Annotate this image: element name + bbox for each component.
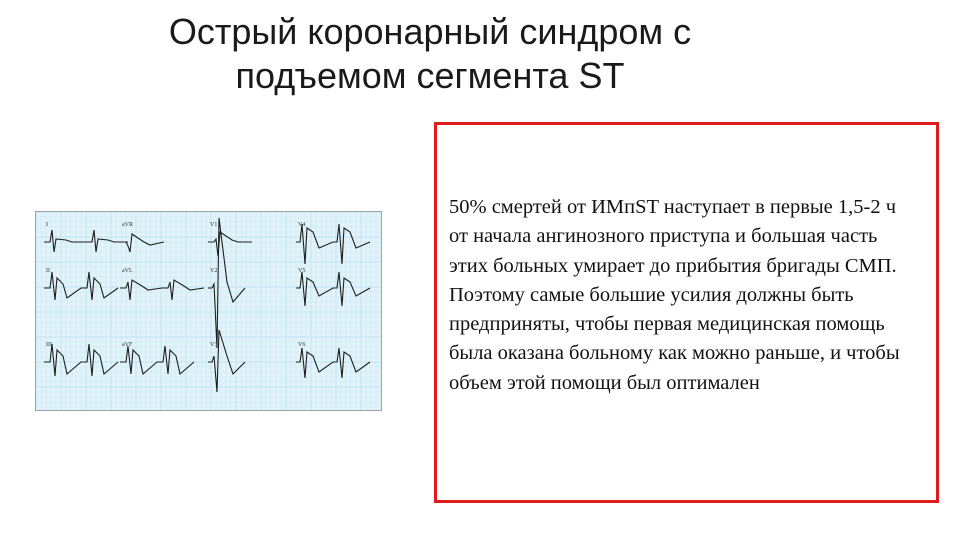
- ecg-lead-label: II: [46, 268, 50, 274]
- ecg-lead-label: V2: [210, 268, 218, 274]
- ecg-image: [35, 211, 382, 411]
- ecg-trace-v4: [296, 224, 370, 264]
- ecg-lead-label: I: [46, 222, 48, 228]
- ecg-lead-label: aVR: [122, 222, 133, 228]
- title-line-2: подъемом сегмента ST: [235, 55, 625, 96]
- ecg-trace-v3: [208, 330, 245, 392]
- info-text: 50% смертей от ИМпST наступает в первые 1,5-2 ч от начала ангинозного приступа и большая часть этих больных умирает до прибытия бригады СМП. Поэтому самые большие усилия должны быть предприняты, чтобы первая медицинская помощь была оказана больному как можно раньше, и чтобы объем этой помощи был оптимален: [449, 196, 900, 394]
- ecg-lead-label: aVL: [122, 268, 133, 274]
- ecg-trace-v6: [296, 348, 370, 378]
- ecg-lead-label: V5: [298, 268, 306, 274]
- ecg-trace-v1: [208, 232, 252, 256]
- info-box: [434, 122, 939, 503]
- ecg-lead-label: III: [46, 342, 52, 348]
- title-line-1: Острый коронарный синдром с: [168, 11, 692, 52]
- ecg-lead-label: V4: [298, 222, 306, 228]
- ecg-trace-v2: [208, 218, 245, 348]
- ecg-lead-label: aVF: [122, 342, 133, 348]
- ecg-lead-label: V1: [210, 222, 218, 228]
- ecg-lead-label: V6: [298, 342, 306, 348]
- slide-title: [60, 10, 800, 98]
- ecg-chart: [36, 212, 381, 410]
- ecg-lead-label: V3: [210, 342, 218, 348]
